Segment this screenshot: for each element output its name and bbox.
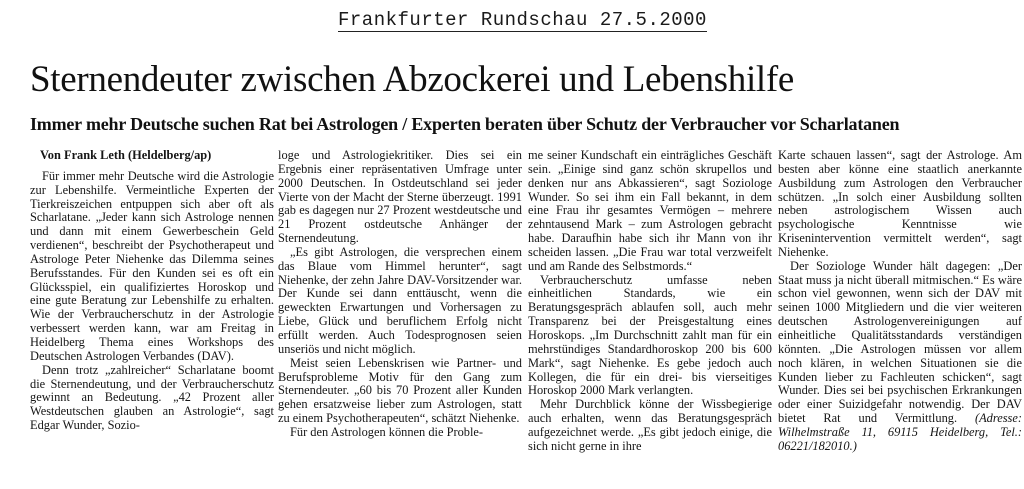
article-paragraph: Meist seien Lebenskrisen wie Partner- und Berufsprobleme Motiv für den Gang zum Sternendeuter. „60 bis 70 Prozent aller Kunden gehen ersatzweise lieber zum Astrologen, statt zu einem Psychotherapeuten“, schätzt Niehenke. [278,355,522,426]
article-paragraph: „Es gibt Astrologen, die versprechen einem das Blaue vom Himmel herunter“, sagt Niehenke, der zehn Jahre DAV-Vorsitzender war. Der Kunde sei dann enttäuscht, wenn die geweckten Erwartungen und Vorhersagen zu Liebe, Glück und beruflichem Erfolg nicht erfüllt werden. Auch Todesprognosen seien unseriös und nicht möglich. [278,244,522,356]
article-paragraph: Für den Astrologen können die Proble- [290,424,484,439]
newspaper-source-date: Frankfurter Rundschau 27.5.2000 [338,9,707,31]
article-column-4 [778,149,1022,454]
article-paragraph: Verbraucherschutz umfasse neben einheitlichen Standards, wie ein Beratungsgespräch ablaufen soll, auch mehr Transparenz bei der Preisgestaltung eines Horoskops. „Im Durchschnitt zahlt man für ein mehrstündiges Standardhoroskop 200 bis 600 Mark“, sagt Niehenke. Es gebe jedoch auch Kollegen, die für ein drei- bis vierseitiges Horoskop 2000 Mark verlangten. [528,272,772,398]
article-paragraph: Karte schauen lassen“, sagt der Astrologe. Am besten aber könne eine staatlich anerkannte Ausbildung zum Astrologen den Verbraucher schützen. „In solch einer Ausbildung sollten neben astrologischem Wissen auch psychologische Kenntnisse wie Krisenintervention vermittelt werden“, sagt Niehenke. [778,148,1022,259]
article-column-2 [278,149,522,440]
article-subheadline: Immer mehr Deutsche suchen Rat bei Astrologen / Experten beraten über Schutz der Verbraucher vor Scharlatanen [30,114,900,134]
article-paragraph: Denn trotz „zahlreicher“ Scharlatane boomt die Sternendeutung, und der Verbraucherschutz gewinnt an Bedeutung. „42 Prozent aller Westdeutschen glauben an Astrologie“, sagt Edgar Wunder, Sozio- [30,362,274,433]
byline: Von Frank Leth (Heldelberg/ap) [40,148,212,162]
contact-address: (Adresse: Wilhelmstraße 11, 69115 Heidelberg, Tel.: 06221/182010.) [778,411,1022,453]
article-column-1 [30,149,274,433]
article-headline: Sternendeuter zwischen Abzockerei und Lebenshilfe [30,59,795,100]
article-paragraph: Für immer mehr Deutsche wird die Astrologie zur Lebenshilfe. Vermeintliche Experten der Tierkreiszeichen entpuppen sich aber oft als Scharlatane. „Jeder kann sich Astrologe nennen und dann mit einem Gewerbeschein Geld verdienen“, beschreibt der Psychotherapeut und Astrologe Peter Niehenke das Dilemma seines Berufsstandes. Für den Kunden sei es oft ein Glücksspiel, ein qualifiziertes Horoskop und eine gute Beratung zur Lebenshilfe zu erhalten. Wie der Verbraucherschutz in der Astrologie verbessert werden kann, war am Freitag in Heidelberg Thema eines Workshops des Deutschen Astrologen Verbandes (DAV). [30,168,274,363]
article-paragraph: me seiner Kundschaft ein einträgliches Geschäft sein. „Einige sind ganz schön skrupellos und denken nur ans Abkassieren“, sagt Soziologe Wunder. So sei ihm ein Fall bekannt, in dem eine Frau ihr gesamtes Vermögen – mehrere zehntausend Mark – zum Astrologen gebracht habe. Daraufhin habe sich ihr Mann von ihr scheiden lassen. „Die Frau war total verzweifelt und am Rande des Selbstmords.“ [528,148,772,273]
article-paragraph: loge und Astrologiekritiker. Dies sei ein Ergebnis einer repräsentativen Umfrage unter 2000 Deutschen. In Ostdeutschland sei jeder Vierte von der Macht der Sterne überzeugt. 1991 gab es dagegen nur 27 Prozent westdeutsche und 21 Prozent ostdeutsche Anhänger der Sternendeutung. [278,148,522,246]
article-paragraph-final [778,260,1022,454]
article-paragraph: Mehr Durchblick könne der Wissbegierige auch erhalten, wenn das Beratungsgespräch aufgezeichnet werde. „Es gibt jedoch einige, die sich nicht gerne in ihre [528,397,772,453]
article-paragraph-text: Der Soziologe Wunder hält dagegen: „Der Staat muss ja nicht überall mitmischen.“ Es wäre schon viel gewonnen, wenn sich der DAV mit seinen 1000 Mitgliedern und die vier weiteren deutschen Astrologenvereinigungen auf einheitliche Qualitätsstandards verständigen könnten. „Die Astrologen müssen vor allem noch klären, in welchen Situationen sie die Kunden lieber zu Fachleuten schicken“, sagt Wunder. Dies sei bei psychischen Erkrankungen oder einer Suizidgefahr notwendig. Der DAV bietet Rat und Vermittlung. [778,258,1022,426]
article-column-3 [528,149,772,454]
